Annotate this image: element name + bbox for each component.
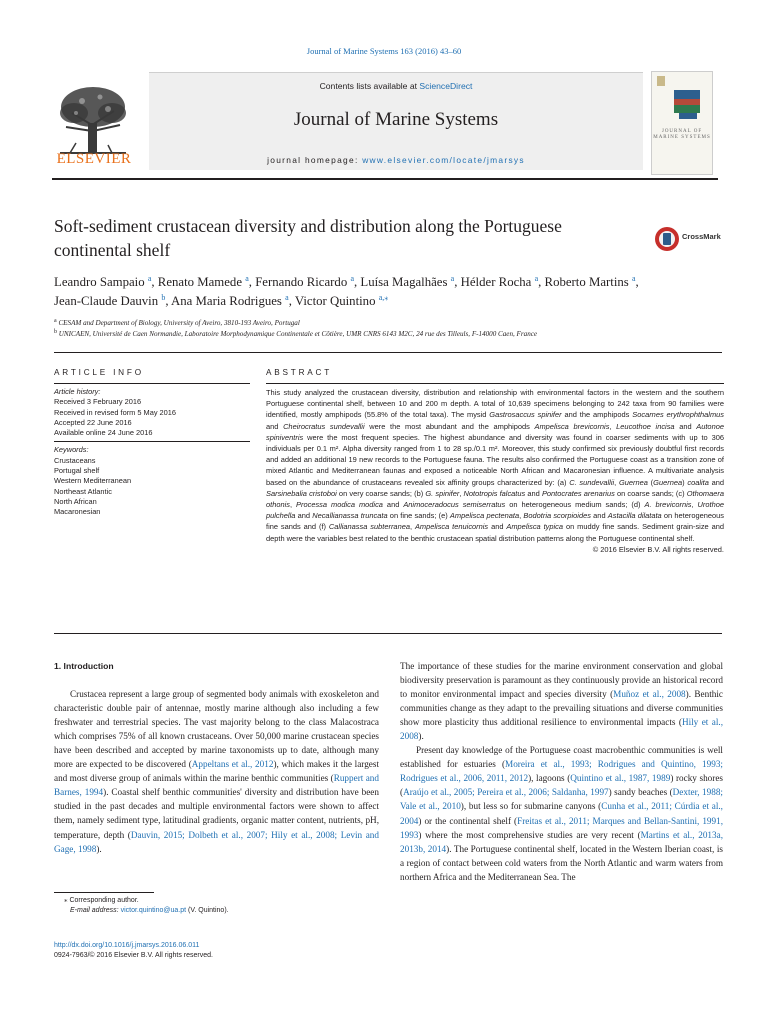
abstract-copyright: © 2016 Elsevier B.V. All rights reserved. bbox=[592, 544, 724, 554]
affiliation-text: UNICAEN, Université de Caen Normandie, Laboratoire Morphodynamique Continentale et Côtière, UMR CNRS 6143 M2C, 24 rue des Tilleuls, F-14000 Caen, France bbox=[58, 330, 538, 338]
author-affiliation-marker[interactable]: a,⁎ bbox=[378, 293, 389, 302]
abstract-panel bbox=[266, 368, 724, 555]
citation-link[interactable]: Cunha et al., 2011; Cúrdia et al., 2004 bbox=[400, 801, 723, 826]
keywords-list bbox=[54, 456, 250, 518]
doi-block bbox=[54, 941, 379, 961]
email-link[interactable]: victor.quintino@ua.pt bbox=[120, 907, 187, 914]
email-note bbox=[54, 906, 379, 916]
citation-link[interactable]: Ruppert and Barnes, 1994 bbox=[54, 773, 379, 798]
abstract-heading: ABSTRACT bbox=[266, 368, 333, 377]
contents-line bbox=[149, 81, 643, 91]
crossmark-label: CrossMark bbox=[682, 232, 721, 241]
affiliations bbox=[54, 318, 724, 340]
author-affiliation-marker[interactable]: a bbox=[450, 274, 455, 283]
history-heading: Article history: bbox=[54, 387, 101, 396]
contents-prefix: Contents lists available at bbox=[319, 81, 420, 91]
affiliation-key: a bbox=[54, 318, 57, 324]
author-affiliation-marker[interactable]: b bbox=[161, 293, 166, 302]
keyword-item: Western Mediterranean bbox=[54, 476, 132, 486]
banner-divider bbox=[52, 178, 718, 180]
author-list bbox=[54, 273, 724, 311]
author: Fernando Ricardo $^a$, bbox=[255, 274, 361, 289]
affiliations-divider bbox=[54, 352, 722, 353]
email-label: E-mail address: bbox=[70, 907, 121, 914]
author-name: Renato Mamede bbox=[157, 275, 243, 289]
history-item: Received in revised form 5 May 2016 bbox=[54, 407, 177, 417]
article-info-rule bbox=[54, 383, 250, 384]
cover-art-icon bbox=[652, 72, 712, 174]
body-paragraph: Present day knowledge of the Portuguese coast macrobenthic communities is well established for estuaries (Moreira et al., 1993; Rodrigues and Quintino, 1993; Rodrigues et al., 2006, 2011, 2012), lagoons (Quintino et al., 1987, 1989) rocky shores (Araújo et al., 2005; Pereira et al., 2006; Saldanha, 1997) sandy beaches (Dexter, 1988; Vale et al., 2010), but less so for submarine canyons (Cunha et al., 2011; Cúrdia et al., 2004) or the continental shelf (Freitas et al., 2011; Marques and Bellan-Santini, 1991, 1993) where the most comprehensive studies are very recent (Martins et al., 2013a, 2013b, 2014). The Portuguese continental shelf, located in the Western Iberian coast, is a region of contact between cold waters from the North Atlantic and warm waters from northern Africa and the Mediterranean Sea. The bbox=[400, 745, 723, 882]
affiliation-text: CESAM and Department of Biology, University of Aveiro, 3810-193 Aveiro, Portugal bbox=[58, 319, 300, 327]
sciencedirect-link[interactable]: ScienceDirect bbox=[419, 81, 473, 91]
journal-title: Journal of Marine Systems bbox=[293, 109, 499, 130]
keyword-item: North African bbox=[54, 496, 97, 506]
author-name: Roberto Martins bbox=[544, 275, 629, 289]
affiliation-a bbox=[54, 318, 724, 329]
keywords bbox=[54, 441, 250, 517]
author: Jean-Claude Dauvin $^b$, bbox=[54, 293, 172, 308]
keyword-item: Portugal shelf bbox=[54, 466, 100, 476]
footnotes bbox=[54, 896, 379, 916]
author-affiliation-marker[interactable]: a bbox=[245, 274, 249, 283]
history-item: Available online 24 June 2016 bbox=[54, 428, 153, 438]
citation-link[interactable]: Freitas et al., 2011; Marques and Bellan-Santini, 1991, 1993 bbox=[400, 815, 723, 840]
citation-link[interactable]: Moreira et al., 1993; Rodrigues and Quintino, 1993; Rodrigues et al., 2006, 2011, 2012 bbox=[400, 759, 723, 784]
author-name: Leandro Sampaio bbox=[54, 275, 145, 289]
article-info-panel bbox=[54, 368, 250, 518]
journal-homepage-link[interactable]: www.elsevier.com/locate/jmarsys bbox=[362, 155, 525, 165]
affiliation-key: b bbox=[54, 329, 57, 335]
journal-reference-link[interactable]: Journal of Marine Systems 163 (2016) 43–60 bbox=[306, 46, 462, 56]
body-divider bbox=[54, 633, 722, 634]
article-title: Soft-sediment crustacean diversity and distribution along the Portuguese continental shelf bbox=[54, 216, 562, 260]
body-paragraph: The importance of these studies for the marine environment conservation and global biodiversity preservation is paramount as they continuously provide an historical record to monitor environmental impact and species diversity (Muñoz et al., 2008). Benthic communities change as they adapt to the prevailing situations and diverse communities show more plasticity thus additional resilience to environmental impacts (Hily et al., 2008). bbox=[400, 661, 724, 742]
citation-link[interactable]: Dexter, 1988; Vale et al., 2010 bbox=[400, 787, 723, 812]
author-affiliation-marker[interactable]: a bbox=[350, 274, 354, 283]
homepage-prefix: journal homepage: bbox=[267, 155, 363, 165]
affiliation-b bbox=[54, 329, 724, 340]
article-history bbox=[54, 387, 250, 438]
journal-cover-thumbnail[interactable] bbox=[651, 71, 713, 175]
cover-title-text: JOURNAL OF MARINE SYSTEMS bbox=[653, 129, 711, 140]
history-list bbox=[54, 397, 250, 438]
crossmark-badge[interactable] bbox=[654, 226, 726, 252]
citation-link[interactable]: Hily et al., 2008 bbox=[400, 717, 723, 742]
issn-line: 0924-7963/© 2016 Elsevier B.V. All rights reserved. bbox=[54, 952, 213, 959]
author-affiliation-marker[interactable]: a bbox=[631, 274, 636, 283]
corresponding-author-note: ⁎ Corresponding author. bbox=[64, 897, 139, 904]
author-name: Ana Maria Rodrigues bbox=[171, 294, 282, 308]
citation-link[interactable]: Martins et al., 2013a, 2013b, 2014 bbox=[400, 829, 723, 854]
author: Roberto Martins $^a$, bbox=[544, 274, 639, 289]
journal-banner-box bbox=[149, 72, 643, 170]
author: Hélder Rocha $^a$, bbox=[460, 274, 545, 289]
body-column-left bbox=[54, 659, 379, 856]
footnote-divider bbox=[54, 892, 154, 893]
body-column-right bbox=[400, 659, 723, 884]
article-info-heading: ARTICLE INFO bbox=[54, 368, 144, 377]
keyword-item: Northeast Atlantic bbox=[54, 486, 112, 496]
keywords-heading: Keywords: bbox=[54, 445, 89, 455]
author: Renato Mamede $^a$, bbox=[157, 274, 256, 289]
journal-homepage-line bbox=[149, 155, 643, 165]
elsevier-wordmark: ELSEVIER bbox=[56, 151, 132, 167]
citation-link[interactable]: Muñoz et al., 2008 bbox=[613, 689, 686, 700]
introduction-paragraph: Crustacea represent a large group of segmented body animals with exoskeleton and characteristic double pair of antennae, mostly marine although also including a few freshwater and terrestrial species. The vast majority belong to the class Malacostraca which comprises 75% of all known crustaceans. Over 50,000 marine crustacean species have been described and accepted by marine taxonomists up to date, although many more are expected to be discovered (Appeltans et al., 2012), which makes it the largest and most diverse group of animals within the marine benthic communities (Ruppert and Barnes, 1994). Coastal shelf benthic communities' diversity and distribution have been studied in the past decades and multiple environmental factors were shown to affect them, namely sediment type, latitudinal gradients, organic matter content, nutrients, pH, temperature, depth (Dauvin, 2015; Dolbeth et al., 2007; Hily et al., 2008; Levin and Gage, 1998). bbox=[54, 689, 380, 854]
introduction-heading: 1. Introduction bbox=[54, 661, 114, 671]
keyword-item: Crustaceans bbox=[54, 455, 96, 465]
author: Luísa Magalhães $^a$, bbox=[360, 274, 461, 289]
author-name: Fernando Ricardo bbox=[255, 275, 348, 289]
author-name: Hélder Rocha bbox=[460, 275, 532, 289]
citation-link[interactable]: Araújo et al., 2005; Pereira et al., 2006; Saldanha, 1997 bbox=[403, 787, 609, 798]
abstract-rule bbox=[266, 383, 724, 384]
author-affiliation-marker[interactable]: a bbox=[147, 274, 152, 283]
author-affiliation-marker[interactable]: a bbox=[285, 293, 289, 302]
history-item: Accepted 22 June 2016 bbox=[54, 417, 132, 427]
citation-link[interactable]: Dauvin, 2015; Dolbeth et al., 2007; Hily et al., 2008; Levin and Gage, 1998 bbox=[54, 829, 379, 854]
citation-link[interactable]: Appeltans et al., 2012 bbox=[191, 759, 274, 770]
email-suffix: (V. Quintino). bbox=[186, 907, 229, 914]
author-name: Jean-Claude Dauvin bbox=[54, 294, 159, 308]
history-item: Received 3 February 2016 bbox=[54, 397, 142, 407]
author-affiliation-marker[interactable]: a bbox=[534, 274, 539, 283]
doi-link[interactable]: http://dx.doi.org/10.1016/j.jmarsys.2016.06.011 bbox=[54, 942, 200, 949]
author-name: Victor Quintino bbox=[294, 294, 376, 308]
crossmark-icon bbox=[654, 226, 680, 252]
citation-link[interactable]: Quintino et al., 1987, 1989 bbox=[570, 773, 671, 784]
keyword-item: Macaronesian bbox=[54, 507, 101, 517]
author bbox=[295, 294, 388, 308]
journal-banner bbox=[52, 71, 718, 177]
author-name: Luísa Magalhães bbox=[360, 275, 448, 289]
author: Leandro Sampaio $^a$, bbox=[54, 274, 158, 289]
journal-reference[interactable] bbox=[0, 46, 768, 56]
abstract-text: This study analyzed the crustacean diversity, distribution and relationship with environmental factors in the western and the southern Portuguese continental shelf, between 10 and 200 m depth. A total of 10,639 specimens belonging to 242 taxa from 90 families were identified, mostly amphipods (55.8% of the total taxa). The mysid Gastrosaccus spinifer and the amphipods Socarnes erythrophthalmus and Cheirocratus sundevallii were the most abundant and the amphipods Ampelisca brevicornis, Leucothoe incisa and Autonoe spiniventris were the most frequent species. The highest abundance and diversity was found in coarser sediments with up to 306 individuals per 0.1 m². Alpha diversity ranged from 1 to 28 sp./0.1 m². Moreover, this study confirmed six previously doubtful first records and added an additional 19 new records to the Portuguese fauna. The results also confirmed the Portuguese coast as a transition zone of mixed Atlantic and Mediterranean faunas and exposed a noticeable North African and Macaronesian influence. A multivariate analysis based on the abundance of crustaceans revealed six affinity groups characterized by: (a) C. sundevallii, Guernea (Guernea) coalita and Sarsinebalia cristoboi on very coarse sands; (b) G. spinifer, Nototropis falcatus and Pontocrates arenarius on coarse sands; (c) Othomaera othonis, Processa modica modica and Animoceradocus semiserratus on heterogeneous medium sands; (d) A. brevicornis, Urothoe pulchella and Necallianassa truncata on fine sands; (e) Ampelisca pectenata, Bodotria scorpioides and Astacilla dilatata on heterogeneous fine sands and (f) Callianassa subterranea, Ampelisca tenuicornis and Ampelisca typica on muddy fine sands. Sediment grain-size and depth were the variables best related to the benthic crustacean spatial distribution patterns along the Portuguese continental shelf. bbox=[266, 388, 725, 543]
author: Ana Maria Rodrigues $^a$, bbox=[171, 293, 295, 308]
